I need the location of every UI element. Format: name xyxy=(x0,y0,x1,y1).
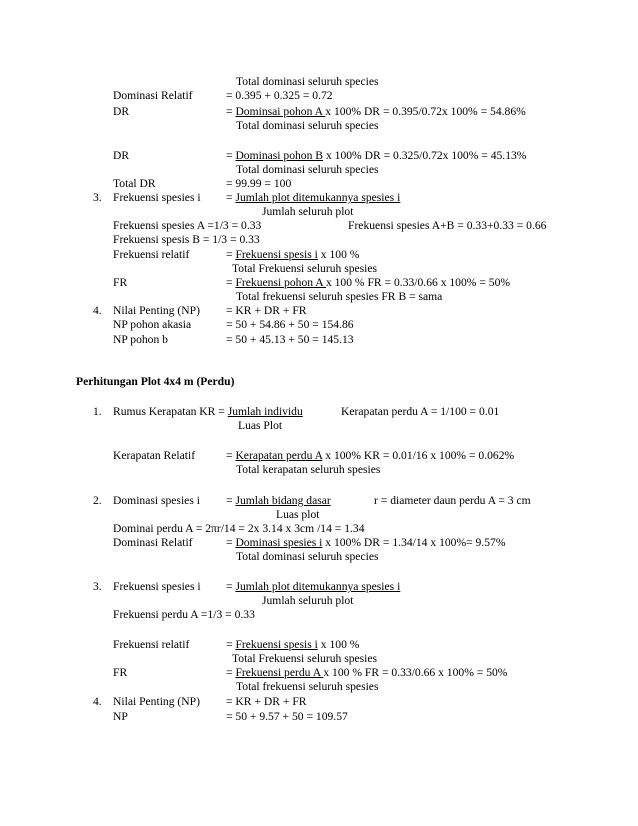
result: x 100 % FR = 0.33/0.66 x 100% = 50% xyxy=(323,666,508,679)
numerator: Frekuensi spesis i xyxy=(235,248,318,261)
formula-dr-a xyxy=(226,105,526,119)
label-frekuensi-relatif-2: Frekuensi relatif xyxy=(113,638,190,651)
frekuensi-perdu-a: Frekuensi perdu A =1/3 = 0.33 xyxy=(113,608,255,621)
label-nilai-penting-2: Nilai Penting (NP) xyxy=(113,695,200,708)
denominator-line: Total dominasi seluruh species xyxy=(236,75,379,88)
formula-nilai-penting: = KR + DR + FR xyxy=(226,304,307,317)
numerator: Kerapatan perdu A xyxy=(235,449,323,462)
diameter-note: r = diameter daun perdu A = 3 cm xyxy=(374,494,531,507)
numerator: Jumlah plot ditemukannya spesies i xyxy=(235,191,401,204)
numerator: Jumlah bidang dasar xyxy=(235,494,331,507)
equals: = xyxy=(226,638,236,651)
formula-fr xyxy=(226,276,510,290)
result: x 100 % xyxy=(317,248,360,261)
denominator-line: Total dominasi seluruh species xyxy=(236,163,379,176)
denominator-line: Jumlah seluruh plot xyxy=(262,594,354,607)
label-dominasi-relatif-2: Dominasi Relatif xyxy=(113,536,193,549)
label-frekuensi-spesies-2: Frekuensi spesies i xyxy=(113,580,201,593)
list-number-3: 3. xyxy=(93,191,102,204)
label-np: NP xyxy=(113,710,128,723)
label-frekuensi-spesies: Frekuensi spesies i xyxy=(113,191,201,204)
formula-kerapatan xyxy=(113,405,303,419)
frekuensi-b: Frekuensi spesis B = 1/3 = 0.33 xyxy=(113,233,260,246)
label-frekuensi-relatif: Frekuensi relatif xyxy=(113,248,190,261)
denominator-line: Jumlah seluruh plot xyxy=(262,205,354,218)
equals: = xyxy=(226,666,236,679)
frekuensi-ab: Frekuensi spesies A+B = 0.33+0.33 = 0.66 xyxy=(348,219,547,232)
list-number-4b: 4. xyxy=(93,695,102,708)
denominator-line: Total dominasi seluruh species xyxy=(236,550,379,563)
kerapatan-perdu-a: Kerapatan perdu A = 1/100 = 0.01 xyxy=(341,405,500,418)
equals: = xyxy=(226,276,236,289)
formula-dr-b xyxy=(226,149,526,163)
label-nilai-penting: Nilai Penting (NP) xyxy=(113,304,200,317)
equals: = xyxy=(226,248,236,261)
equals: = xyxy=(226,105,236,118)
formula-total-dr: = 99.99 = 100 xyxy=(226,177,292,190)
equals: = xyxy=(226,149,236,162)
formula-frekuensi-relatif-2 xyxy=(226,638,359,652)
formula-np-akasia: = 50 + 54.86 + 50 = 154.86 xyxy=(226,318,354,331)
list-number-3b: 3. xyxy=(93,580,102,593)
denominator-line: Luas Plot xyxy=(238,419,283,432)
result: x 100% DR = 1.34/14 x 100%= 9.57% xyxy=(322,536,506,549)
label-dominasi-relatif: Dominasi Relatif xyxy=(113,89,193,102)
formula-np: = 50 + 9.57 + 50 = 109.57 xyxy=(226,710,348,723)
formula-frekuensi-spesies-2 xyxy=(226,580,400,594)
formula-frekuensi-spesies xyxy=(226,191,400,205)
equals: = xyxy=(226,449,236,462)
list-number-1: 1. xyxy=(93,405,102,418)
formula-dominasi-relatif-2 xyxy=(226,536,506,550)
numerator: Dominasi pohon B xyxy=(235,149,324,162)
numerator: Frekuensi spesis i xyxy=(235,638,318,651)
denominator-line: Total Frekuensi seluruh spesies xyxy=(232,652,378,665)
denominator-line: Total frekuensi seluruh spesies xyxy=(236,680,379,693)
numerator: Dominsai pohon A xyxy=(235,105,326,118)
result: x 100 % xyxy=(317,638,360,651)
label-np-akasia: NP pohon akasia xyxy=(113,318,192,331)
numerator: Jumlah plot ditemukannya spesies i xyxy=(235,580,401,593)
frekuensi-a: Frekuensi spesies A =1/3 = 0.33 xyxy=(113,219,262,232)
result: x 100 % FR = 0.33/0.66 x 100% = 50% xyxy=(325,276,511,289)
list-number-4: 4. xyxy=(93,304,102,317)
section-heading: Perhitungan Plot 4x4 m (Perdu) xyxy=(76,375,235,388)
label-fr-2: FR xyxy=(113,666,128,679)
label-dr-b: DR xyxy=(113,149,130,162)
denominator-line: Total dominasi seluruh species xyxy=(236,119,379,132)
denominator-line: Luas plot xyxy=(276,508,320,521)
label-dominasi-spesies: Dominasi spesies i xyxy=(113,494,200,507)
numerator: Frekuensi perdu A xyxy=(235,666,324,679)
denominator-line: Total kerapatan seluruh spesies xyxy=(236,463,381,476)
formula-np-b: = 50 + 45.13 + 50 = 145.13 xyxy=(226,333,354,346)
equals: = xyxy=(226,191,236,204)
numerator: Jumlah individu xyxy=(227,405,303,418)
equals: = xyxy=(226,536,236,549)
label-fr: FR xyxy=(113,276,128,289)
formula-kerapatan-relatif xyxy=(226,449,514,463)
label-dr-a: DR xyxy=(113,105,130,118)
numerator: Dominasi spesies i xyxy=(235,536,323,549)
label: Rumus Kerapatan KR = xyxy=(113,405,228,418)
label-np-b: NP pohon b xyxy=(113,333,168,346)
equals: = xyxy=(226,494,236,507)
label-total-dr: Total DR xyxy=(113,177,156,190)
dominasi-perdu-a: Dominai perdu A = 2πr/14 = 2x 3.14 x 3cm /14 = 1.34 xyxy=(113,522,365,535)
list-number-2: 2. xyxy=(93,494,102,507)
formula-nilai-penting-2: = KR + DR + FR xyxy=(226,695,307,708)
formula-dominasi-spesies xyxy=(226,494,331,508)
formula-fr-2 xyxy=(226,666,507,680)
result: x 100% DR = 0.325/0.72x 100% = 45.13% xyxy=(323,149,527,162)
denominator-line: Total frekuensi seluruh spesies FR B = sama xyxy=(236,290,443,303)
result: x 100% KR = 0.01/16 x 100% = 0.062% xyxy=(322,449,515,462)
equals: = xyxy=(226,580,236,593)
formula-dominasi-relatif: = 0.395 + 0.325 = 0.72 xyxy=(226,89,333,102)
result: x 100% DR = 0.395/0.72x 100% = 54.86% xyxy=(325,105,526,118)
label-kerapatan-relatif: Kerapatan Relatif xyxy=(113,449,196,462)
numerator: Frekuensi pohon A xyxy=(235,276,326,289)
denominator-line: Total Frekuensi seluruh spesies xyxy=(232,262,378,275)
formula-frekuensi-relatif xyxy=(226,248,359,262)
